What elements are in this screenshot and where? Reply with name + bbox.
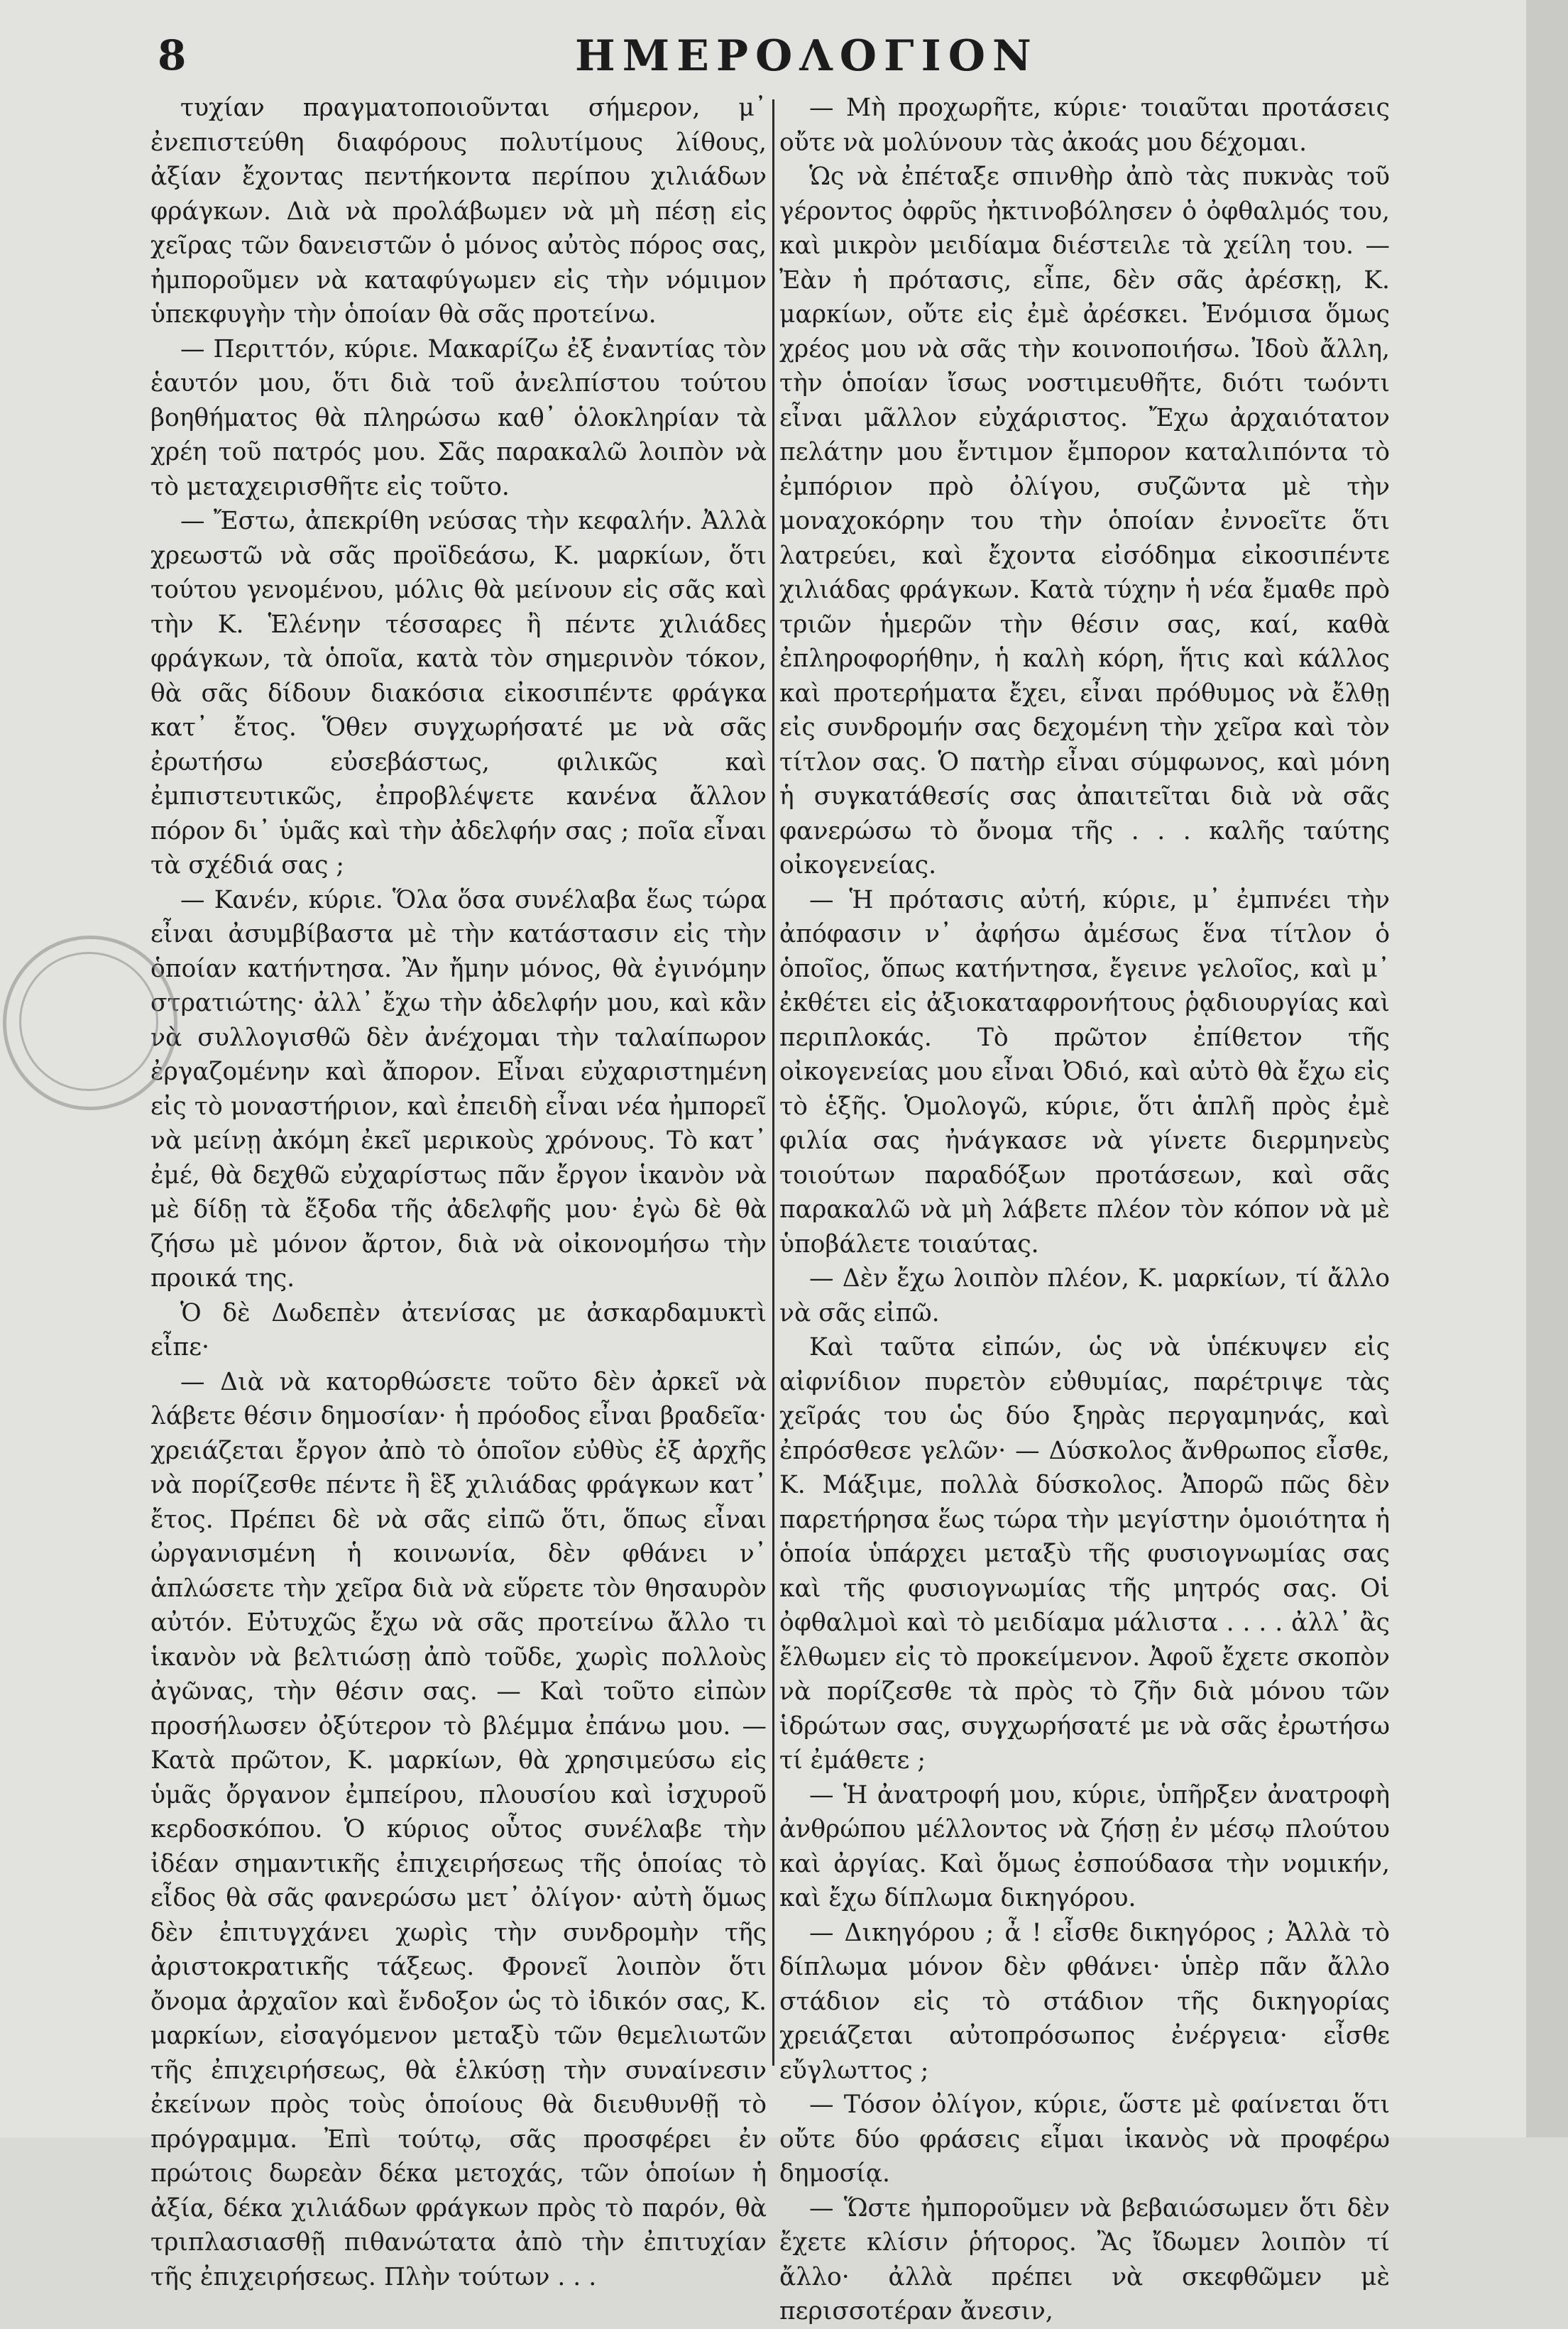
running-title: ΗΜΕΡΟΛΟΓΙΟΝ xyxy=(575,31,1038,81)
paragraph: — Ἡ πρότασις αὐτή, κύριε, μ᾽ ἐμπνέει τὴν ἀπόφασιν ν᾽ ἀφήσω ἀμέσως ἕνα τίτλον ὁ ὁποῖος, ὅπως κατήντησα, ἔγεινε γελοῖος, καὶ μ᾽ ἐκθέτει εἰς ἀξιοκαταφρονήτους ῥᾳδιουργίας καὶ περιπλοκάς. Τὸ πρῶτον ἐπίθετον τῆς οἰκογενείας μου εἶναι Ὀδιό, καὶ αὐτὸ θὰ ἔχω εἰς τὸ ἑξῆς. Ὁμολογῶ, κύριε, ὅτι ἁπλῆ πρὸς ἐμὲ φιλία σας ἠνάγκασε νὰ γίνετε διερμηνεὺς τοιούτων παραδόξων προτάσεων, καὶ σᾶς παρακαλῶ νὰ μὴ λάβετε πλέον τὸν κόπον νὰ μὲ ὑποβάλετε τοιαύτας. xyxy=(779,885,1390,1259)
page-header xyxy=(0,28,1568,85)
paragraph: — Δικηγόρου ; ἆ ! εἶσθε δικηγόρος ; Ἀλλὰ τὸ δίπλωμα μόνον δὲν φθάνει· ὑπὲρ πᾶν ἄλλο στάδιον εἰς τὸ στάδιον τῆς δικηγορίας χρειάζεται αὐτοπρόσωπος ἐνέργεια· εἶσθε εὔγλωττος ; xyxy=(779,1918,1390,2085)
paragraph: — Ὥστε ἠμποροῦμεν νὰ βεβαιώσωμεν ὅτι δὲν ἔχετε κλίσιν ῥήτορος. Ἂς ἴδωμεν λοιπὸν τί ἄλλο· ἀλλὰ πρέπει νὰ σκεφθῶμεν μὲ περισσοτέραν ἄνεσιν, xyxy=(779,2193,1390,2325)
paragraph: — Ἔστω, ἀπεκρίθη νεύσας τὴν κεφαλήν. Ἀλλὰ χρεωστῶ νὰ σᾶς προϊδεάσω, Κ. μαρκίων, ὅτι τούτου γενομένου, μόλις θὰ μείνουν εἰς σᾶς καὶ τὴν Κ. Ἑλένην τέσσαρες ἢ πέντε χιλιάδες φράγκων, τὰ ὁποῖα, κατὰ τὸν σημερινὸν τόκον, θὰ σᾶς δίδουν διακόσια εἰκοσιπέντε φράγκα κατ᾽ ἔτος. Ὅθεν συγχωρήσατέ με νὰ σᾶς ἐρωτήσω εὐσεβάστως, φιλικῶς καὶ ἐμπιστευτικῶς, ἐπροβλέψετε κανένα ἄλλον πόρον δι᾽ ὑμᾶς καὶ τὴν ἀδελφήν σας ; ποῖα εἶναι τὰ σχέδιά σας ; xyxy=(150,507,767,879)
paragraph: τυχίαν πραγματοποιοῦνται σήμερον, μ᾽ ἐνεπιστεύθη διαφόρους πολυτίμους λίθους, ἀξίαν ἔχοντας πεντήκοντα περίπου χιλιάδων φράγκων. Διὰ νὰ προλάβωμεν νὰ μὴ πέσῃ εἰς χεῖρας τῶν δανειστῶν ὁ μόνος αὐτὸς πόρος σας, ἠμποροῦμεν νὰ καταφύγωμεν εἰς τὴν νόμιμον ὑπεκφυγὴν τὴν ὁποίαν θὰ σᾶς προτείνω. xyxy=(150,94,767,329)
page-number: 8 xyxy=(158,31,188,80)
paragraph: Ὁ δὲ Δωδεπὲν ἀτενίσας με ἀσκαρδαμυκτὶ εἶπε· xyxy=(150,1298,767,1361)
paragraph: — Μὴ προχωρῆτε, κύριε· τοιαῦται προτάσεις οὔτε νὰ μολύνουν τὰς ἀκοάς μου δέχομαι. xyxy=(779,94,1390,157)
paragraph: — Κανέν, κύριε. Ὅλα ὅσα συνέλαβα ἕως τώρα εἶναι ἀσυμβίβαστα μὲ τὴν κατάστασιν εἰς τὴν ὁποίαν κατήντησα. Ἂν ἤμην μόνος, θὰ ἐγινόμην στρατιώτης· ἀλλ᾽ ἔχω τὴν ἀδελφήν μου, καὶ κἂν νὰ συλλογισθῶ δὲν ἀνέχομαι τὴν ταλαίπωρον ἐργαζομένην καὶ ἄπορον. Εἶναι εὐχαριστημένη εἰς τὸ μοναστήριον, καὶ ἐπειδὴ εἶναι νέα ἠμπορεῖ νὰ μείνῃ ἀκόμη ἐκεῖ μερικοὺς χρόνους. Τὸ κατ᾽ ἐμέ, θὰ δεχθῶ εὐχαρίστως πᾶν ἔργον ἱκανὸν νὰ μὲ δίδῃ τὰ ἔξοδα τῆς ἀδελφῆς μου· ἐγὼ δὲ θὰ ζήσω μὲ μόνον ἄρτον, διὰ νὰ οἰκονομήσω τὴν προικά της. xyxy=(150,885,767,1293)
paragraph: — Τόσον ὀλίγον, κύριε, ὥστε μὲ φαίνεται ὅτι οὔτε δύο φράσεις εἶμαι ἱκανὸς νὰ προφέρω δημοσίᾳ. xyxy=(779,2090,1390,2188)
paragraph: — Δὲν ἔχω λοιπὸν πλέον, Κ. μαρκίων, τί ἄλλο νὰ σᾶς εἰπῶ. xyxy=(779,1264,1390,1327)
paragraph: — Περιττόν, κύριε. Μακαρίζω ἐξ ἐναντίας τὸν ἑαυτόν μου, ὅτι διὰ τοῦ ἀνελπίστου τούτου βοηθήματος θὰ πληρώσω καθ᾽ ὁλοκληρίαν τὰ χρέη τοῦ πατρός μου. Σᾶς παρακαλῶ λοιπὸν νὰ τὸ μεταχειρισθῆτε εἰς τοῦτο. xyxy=(150,334,767,501)
paragraph: — Ἡ ἀνατροφή μου, κύριε, ὑπῆρξεν ἀνατροφὴ ἀνθρώπου μέλλοντος νὰ ζήσῃ ἐν μέσῳ πλούτου καὶ ἀργίας. Καὶ ὅμως ἐσπούδασα τὴν νομικήν, καὶ ἔχω δίπλωμα δικηγόρου. xyxy=(779,1780,1390,1912)
paragraph: — Διὰ νὰ κατορθώσετε τοῦτο δὲν ἀρκεῖ νὰ λάβετε θέσιν δημοσίαν· ἡ πρόοδος εἶναι βραδεῖα· χρειάζεται ἔργον ἀπὸ τὸ ὁποῖον εὐθὺς ἐξ ἀρχῆς νὰ πορίζεσθε πέντε ἢ ἓξ χιλιάδας φράγκων κατ᾽ ἔτος. Πρέπει δὲ νὰ σᾶς εἰπῶ ὅτι, ὅπως εἶναι ὠργανισμένη ἡ κοινωνία, δὲν φθάνει ν᾽ ἁπλώσετε τὴν χεῖρα διὰ νὰ εὕρετε τὸν θησαυρὸν αὐτόν. Εὐτυχῶς ἔχω νὰ σᾶς προτείνω ἄλλο τι ἱκανὸν νὰ βελτιώσῃ ἀπὸ τοῦδε, χωρὶς πολλοὺς ἀγῶνας, τὴν θέσιν σας. — Καὶ τοῦτο εἰπὼν προσήλωσεν ὀξύτερον τὸ βλέμμα ἐπάνω μου. — Κατὰ πρῶτον, Κ. μαρκίων, θὰ χρησιμεύσω εἰς ὑμᾶς ὄργανον ἐμπείρου, πλουσίου καὶ ἰσχυροῦ κερδοσκόπου. Ὁ κύριος οὗτος συνέλαβε τὴν ἰδέαν σημαντικῆς ἐπιχειρήσεως τῆς ὁποίας τὸ εἶδος θὰ σᾶς φανερώσω μετ᾽ ὀλίγον· αὐτὴ ὅμως δὲν ἐπιτυγχάνει χωρὶς τὴν συνδρομὴν τῆς ἀριστοκρατικῆς τάξεως. Φρονεῖ λοιπὸν ὅτι ὄνομα ἀρχαῖον καὶ ἔνδοξον ὡς τὸ ἰδικόν σας, Κ. μαρκίων, εἰσαγόμενον μεταξὺ τῶν θεμελιωτῶν τῆς ἐπιχειρήσεως, θὰ ἑλκύσῃ τὴν συναίνεσιν ἐκείνων πρὸς τοὺς ὁποίους θὰ διευθυνθῇ τὸ πρόγραμμα. Ἐπὶ τούτῳ, σᾶς προσφέρει ἐν πρώτοις δωρεὰν δέκα μετοχάς, τῶν ὁποίων ἡ ἀξία, δέκα χιλιάδων φράγκων πρὸς τὸ παρόν, θὰ τριπλασιασθῇ πιθανώτατα ἀπὸ τὴν ἐπιτυχίαν τῆς ἐπιχειρήσεως. Πλὴν τούτων . . . xyxy=(150,1367,767,2291)
column-divider xyxy=(772,99,774,2066)
left-text-column xyxy=(150,91,767,2291)
paragraph: Καὶ ταῦτα εἰπών, ὡς νὰ ὑπέκυψεν εἰς αἰφνίδιον πυρετὸν εὐθυμίας, παρέτριψε τὰς χεῖράς του ὡς δύο ξηρὰς περγαμηνάς, καὶ ἐπρόσθεσε γελῶν· — Δύσκολος ἄνθρωπος εἶσθε, Κ. Μάξιμε, πολλὰ δύσκολος. Ἀπορῶ πῶς δὲν παρετήρησα ἕως τώρα τὴν μεγίστην ὁμοιότητα ἡ ὁποία ὑπάρχει μεταξὺ τῆς φυσιογνωμίας σας καὶ τῆς φυσιογνωμίας τῆς μητρός σας. Οἱ ὀφθαλμοὶ καὶ τὸ μειδίαμα μάλιστα . . . . ἀλλ᾽ ἂς ἔλθωμεν εἰς τὸ προκείμενον. Ἀφοῦ ἔχετε σκοπὸν νὰ πορίζεσθε τὰ πρὸς τὸ ζῆν διὰ μόνου τῶν ἱδρώτων σας, συγχωρήσατέ με νὰ σᾶς ἐρωτήσω τί ἐμάθετε ; xyxy=(779,1333,1390,1775)
library-stamp xyxy=(3,936,177,1110)
page-edge-shadow xyxy=(1526,0,1568,2137)
right-text-column xyxy=(779,91,1390,2325)
library-stamp-ring xyxy=(19,952,158,1091)
paragraph: Ὡς νὰ ἐπέταξε σπινθὴρ ἀπὸ τὰς πυκνὰς τοῦ γέροντος ὀφρῦς ἠκτινοβόλησεν ὁ ὀφθαλμός του, καὶ μικρὸν μειδίαμα διέστειλε τὰ χείλη του. — Ἐὰν ἡ πρότασις, εἶπε, δὲν σᾶς ἀρέσκῃ, Κ. μαρκίων, οὔτε εἰς ἐμὲ ἀρέσκει. Ἐνόμισα ὅμως χρέος μου νὰ σᾶς τὴν κοινοποιήσω. Ἰδοὺ ἄλλη, τὴν ὁποίαν ἴσως νοστιμευθῆτε, διότι τωόντι εἶναι μᾶλλον εὐχάριστος. Ἔχω ἀρχαιότατον πελάτην μου ἔντιμον ἔμπορον καταλιπόντα τὸ ἐμπόριον πρὸ ὀλίγου, συζῶντα μὲ τὴν μοναχοκόρην του τὴν ὁποίαν ἐννοεῖτε ὅτι λατρεύει, καὶ ἔχοντα εἰσόδημα εἰκοσιπέντε χιλιάδας φράγκων. Κατὰ τύχην ἡ νέα ἔμαθε πρὸ τριῶν ἡμερῶν τὴν θέσιν σας, καί, καθὰ ἐπληροφορήθην, ἡ καλὴ κόρη, ἥτις καὶ κάλλος καὶ προτερήματα ἔχει, εἶναι πρόθυμος νὰ ἔλθῃ εἰς συνδρομήν σας δεχομένη τὴν χεῖρα καὶ τὸν τίτλον σας. Ὁ πατὴρ εἶναι σύμφωνος, καὶ μόνη ἡ συγκατάθεσίς σας ἀπαιτεῖται διὰ νὰ σᾶς φανερώσω τὸ ὄνομα τῆς . . . καλῆς ταύτης οἰκογενείας. xyxy=(779,163,1390,879)
